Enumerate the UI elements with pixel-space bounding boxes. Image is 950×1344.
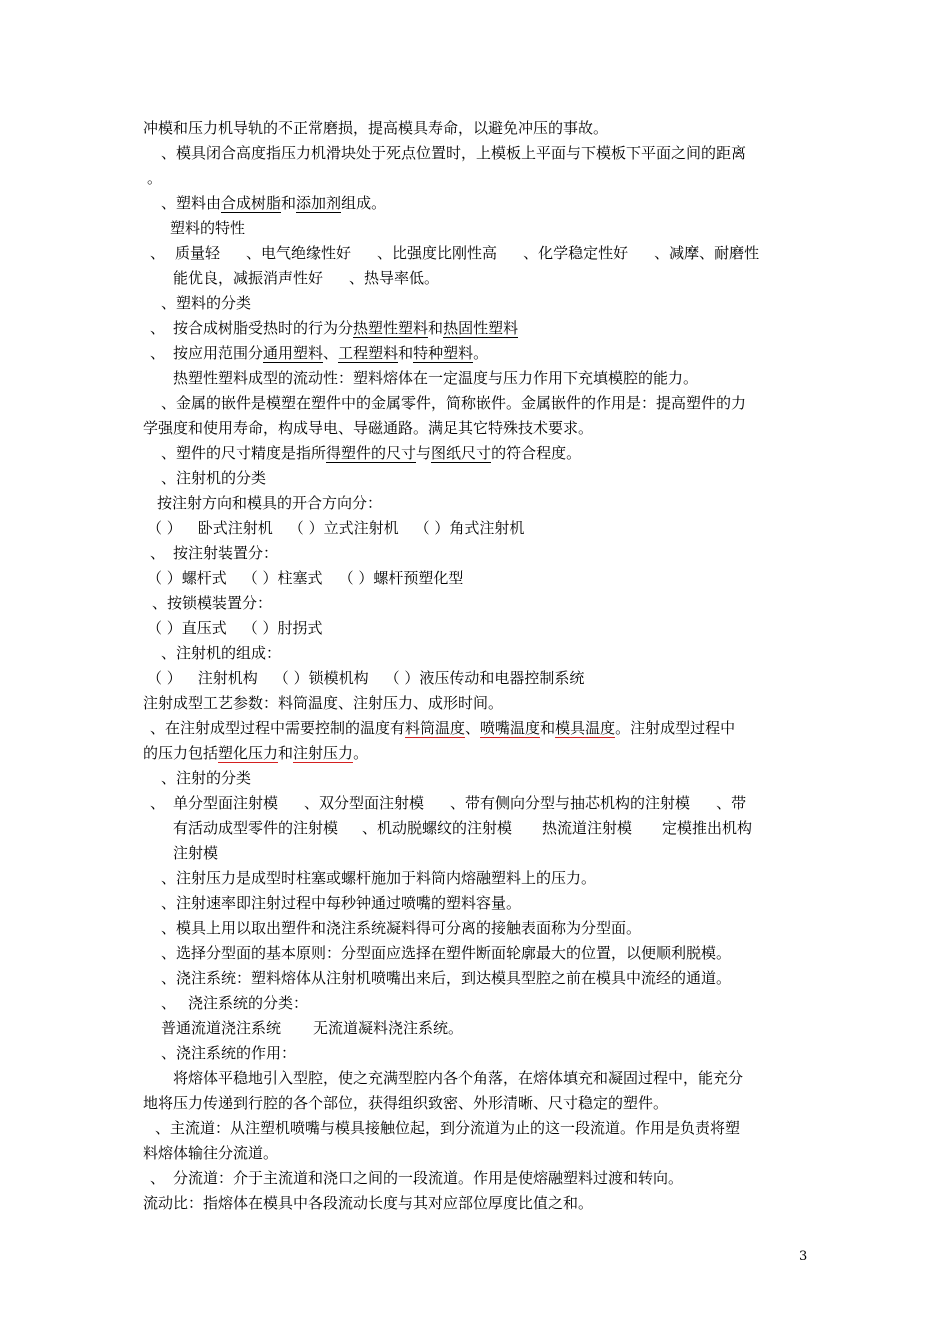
paragraph-line: 热塑性塑料成型的流动性：塑料熔体在一定温度与压力作用下充填模腔的能力。 — [173, 369, 699, 387]
text-run: 与 — [416, 444, 432, 462]
paragraph-line: 、模具上用以取出塑件和浇注系统凝料得可分离的接触表面称为分型面。 — [161, 919, 642, 937]
text-run: 、 — [150, 344, 166, 362]
paragraph-line: 按注射方向和模具的开合方向分： — [157, 494, 383, 512]
text-run: 和 — [281, 194, 297, 212]
list-item — [150, 793, 746, 813]
text-run: 、 — [161, 994, 177, 1012]
text-run: （ ）液压传动和电器控制系统 — [384, 669, 585, 687]
list-item — [161, 1018, 463, 1038]
text-run: 和 — [540, 719, 556, 737]
text-run: 的符合程度。 — [491, 444, 582, 462]
text-run: 普通流道浇注系统 — [161, 1019, 282, 1037]
text-run: 分流道：介于主流道和浇口之间的一段流道。作用是使熔融塑料过渡和转向。 — [173, 1169, 684, 1187]
paragraph-line: 、浇注系统：塑料熔体从注射机喷嘴出来后，到达模具型腔之前在模具中流经的通道。 — [161, 969, 732, 987]
text-run: 、化学稳定性好 — [523, 244, 629, 262]
paragraph-line: 、主流道：从注塑机喷嘴与模具接触位起，到分流道为止的这一段流道。作用是负责将塑 — [155, 1119, 741, 1137]
paragraph-line — [150, 1168, 683, 1188]
text-run: 按注射装置分： — [173, 544, 279, 562]
text-run: 、 — [323, 344, 339, 362]
text-run: 、 — [465, 719, 481, 737]
paragraph-line — [143, 743, 368, 763]
underlined-term: 热塑性塑料 — [353, 319, 429, 337]
text-run: 、在注射成型过程中需要控制的温度有 — [150, 719, 406, 737]
section-heading: 、注射机的组成： — [161, 644, 282, 662]
paragraph-line: 、选择分型面的基本原则：分型面应选择在塑件断面轮廓最大的位置，以便顺利脱模。 — [161, 944, 732, 962]
text-run: （ ）锁模机构 — [273, 669, 369, 687]
list-item: 、按锁模装置分： — [152, 594, 273, 612]
text-run: （ ） — [147, 669, 182, 687]
text-run: 和 — [278, 744, 294, 762]
paragraph-line: 注射成型工艺参数：料筒温度、注射压力、成形时间。 — [143, 694, 504, 712]
text-run: 、带有侧向分型与抽芯机构的注射模 — [450, 794, 691, 812]
underlined-term: 通用塑料 — [263, 344, 324, 362]
text-run: （ ）立式注射机 — [288, 519, 399, 537]
red-underlined-term: 注射压力 — [293, 744, 354, 762]
text-run: 能优良，减振消声性好 — [173, 269, 324, 287]
text-run: 、热导率低。 — [349, 269, 440, 287]
list-item — [150, 543, 278, 563]
underlined-term: 热固性塑料 — [443, 319, 519, 337]
underlined-term: 图纸尺寸 — [431, 444, 492, 462]
text-run: 、机动脱螺纹的注射模 — [362, 819, 513, 837]
text-run: 。 — [353, 744, 369, 762]
page-number: 3 — [799, 1249, 808, 1264]
text-run: 、塑件的尺寸精度是指所 — [161, 444, 327, 462]
list-item — [147, 518, 524, 538]
text-run: 、减摩、耐磨性 — [654, 244, 760, 262]
section-heading: 、塑料的分类 — [161, 294, 252, 312]
text-run: 、比强度比刚性高 — [377, 244, 498, 262]
text-run: （ ）直压式 — [147, 619, 227, 637]
paragraph-line — [150, 718, 735, 738]
text-run: 和 — [398, 344, 414, 362]
text-run: 、 — [150, 244, 166, 262]
underlined-term: 合成树脂 — [221, 194, 282, 212]
text-run: 定模推出机构 — [662, 819, 753, 837]
text-run: 。 — [473, 344, 489, 362]
text-run: 热流道注射模 — [542, 819, 633, 837]
section-heading: 、注射的分类 — [161, 769, 252, 787]
text-run: 质量轻 — [175, 244, 221, 262]
text-run: 、带 — [716, 794, 747, 812]
list-item — [147, 668, 584, 688]
paragraph-line: 将熔体平稳地引入型腔，使之充满型腔内各个角落，在熔体填充和凝固过程中，能充分 — [173, 1069, 744, 1087]
underlined-term: 得塑件的尺寸 — [326, 444, 417, 462]
text-run: 组成。 — [341, 194, 387, 212]
section-heading: 、注射机的分类 — [161, 469, 267, 487]
underlined-term: 添加剂 — [296, 194, 342, 212]
list-item — [173, 818, 752, 838]
text-run: 无流道凝料浇注系统。 — [313, 1019, 464, 1037]
text-run: 和 — [428, 319, 444, 337]
paragraph-line: 、注射速率即注射过程中每秒钟通过喷嘴的塑料容量。 — [161, 894, 522, 912]
paragraph-line: 、注射压力是成型时柱塞或螺杆施加于料筒内熔融塑料上的压力。 — [161, 869, 597, 887]
list-item — [173, 268, 439, 288]
paragraph-line: 料熔体输往分流道。 — [143, 1144, 279, 1162]
section-heading: 塑料的特性 — [170, 219, 246, 237]
red-underlined-term: 料筒温度 — [405, 719, 466, 737]
text-run: 按合成树脂受热时的行为分 — [173, 319, 354, 337]
list-item — [150, 343, 488, 363]
list-item — [150, 243, 759, 263]
text-run: 、电气绝缘性好 — [246, 244, 352, 262]
text-run: （ ）肘拐式 — [242, 619, 323, 637]
text-run: 、 — [150, 794, 166, 812]
red-underlined-term: 塑化压力 — [218, 744, 279, 762]
red-underlined-term: 喷嘴温度 — [480, 719, 541, 737]
text-run: 单分型面注射模 — [173, 794, 279, 812]
text-run: 、 — [150, 319, 166, 337]
text-run: 。注射成型过程中 — [615, 719, 736, 737]
paragraph-line: 、金属的嵌件是模塑在塑件中的金属零件，简称嵌件。金属嵌件的作用是：提高塑件的力 — [161, 394, 747, 412]
text-run: （ ）螺杆式 — [147, 569, 227, 587]
paragraph-line: 。 — [147, 169, 163, 187]
list-item — [150, 318, 518, 338]
paragraph-line: 冲模和压力机导轨的不正常磨损，提高模具寿命，以避免冲压的事故。 — [143, 119, 609, 137]
text-run: （ ） — [147, 519, 182, 537]
section-heading: 、浇注系统的作用： — [161, 1044, 297, 1062]
list-item — [147, 568, 463, 588]
paragraph-line: 学强度和使用寿命，构成导电、导磁通路。满足其它特殊技术要求。 — [143, 419, 594, 437]
text-run: （ ）柱塞式 — [242, 569, 323, 587]
paragraph-line — [161, 193, 386, 213]
list-item — [147, 618, 323, 638]
list-item: 注射模 — [173, 844, 219, 862]
paragraph-line: 地将压力传递到行腔的各个部位，获得组织致密、外形清晰、尺寸稳定的塑件。 — [143, 1094, 669, 1112]
underlined-term: 工程塑料 — [338, 344, 399, 362]
text-run: 卧式注射机 — [197, 519, 273, 537]
text-run: 按应用范围分 — [173, 344, 264, 362]
text-run: 、 — [150, 544, 166, 562]
text-run: 浇注系统的分类： — [188, 994, 309, 1012]
text-run: 的压力包括 — [143, 744, 219, 762]
text-run: （ ）角式注射机 — [414, 519, 525, 537]
paragraph-line: 流动比：指熔体在模具中各段流动长度与其对应部位厚度比值之和。 — [143, 1194, 594, 1212]
paragraph-line: 、模具闭合高度指压力机滑块处于死点位置时，上模板上平面与下模板下平面之间的距离 — [161, 144, 747, 162]
text-run: 、双分型面注射模 — [304, 794, 425, 812]
text-run: 注射机构 — [197, 669, 258, 687]
text-run: 有活动成型零件的注射模 — [173, 819, 339, 837]
text-run: （ ）螺杆预塑化型 — [338, 569, 464, 587]
paragraph-line — [161, 443, 581, 463]
red-underlined-term: 模具温度 — [555, 719, 616, 737]
text-run: 、 — [150, 1169, 166, 1187]
text-run: 、塑料由 — [161, 194, 222, 212]
section-heading — [161, 993, 308, 1013]
underlined-term: 特种塑料 — [413, 344, 474, 362]
